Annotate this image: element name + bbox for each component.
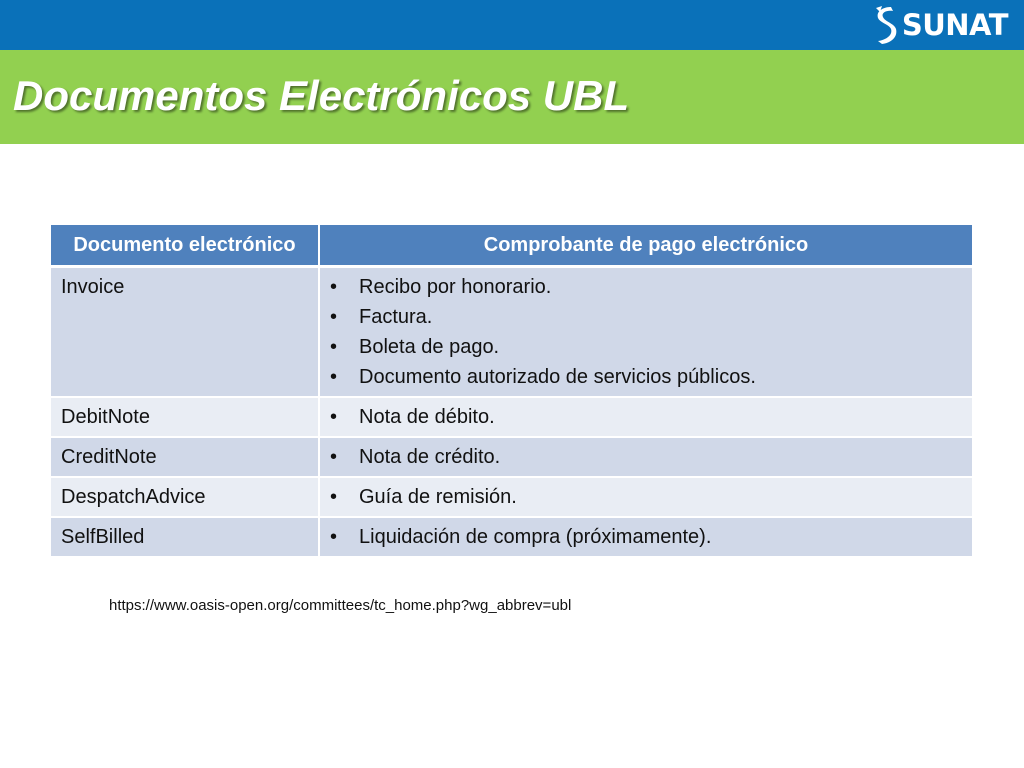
voucher-list — [330, 272, 962, 392]
voucher-cell — [319, 267, 972, 398]
list-item: • Nota de crédito. — [330, 442, 962, 472]
oasis-ubl-link[interactable]: https://www.oasis-open.org/committees/tc_home.php?wg_abbrev=ubl — [109, 597, 572, 614]
table-row — [51, 517, 972, 556]
column-header-voucher: Comprobante de pago electrónico — [319, 225, 972, 267]
sunat-emblem-icon — [872, 4, 898, 46]
table-header-row — [51, 225, 972, 267]
list-item: • Recibo por honorario. — [330, 272, 962, 302]
list-item: • Nota de débito. — [330, 402, 962, 432]
voucher-cell — [319, 437, 972, 477]
list-item: • Boleta de pago. — [330, 332, 962, 362]
page-title: Documentos Electrónicos UBL — [13, 72, 630, 119]
voucher-cell — [319, 477, 972, 517]
top-bar — [0, 0, 1024, 50]
table-row — [51, 267, 972, 398]
logo-text: SUNAT — [901, 8, 1008, 42]
table-row — [51, 397, 972, 437]
document-cell: SelfBilled — [51, 517, 319, 556]
document-cell: DespatchAdvice — [51, 477, 319, 517]
table-row — [51, 477, 972, 517]
list-item: • Factura. — [330, 302, 962, 332]
voucher-cell — [319, 517, 972, 556]
list-item: • Documento autorizado de servicios públicos. — [330, 362, 962, 392]
list-item: • Liquidación de compra (próximamente). — [330, 522, 962, 552]
voucher-list — [330, 442, 962, 472]
document-cell: CreditNote — [51, 437, 319, 477]
ubl-documents-table — [51, 225, 972, 556]
list-item: • Guía de remisión. — [330, 482, 962, 512]
voucher-cell — [319, 397, 972, 437]
column-header-document: Documento electrónico — [51, 225, 319, 267]
sunat-logo — [872, 2, 1008, 48]
voucher-list — [330, 402, 962, 432]
document-cell: DebitNote — [51, 397, 319, 437]
voucher-list — [330, 522, 962, 552]
table-row — [51, 437, 972, 477]
voucher-list — [330, 482, 962, 512]
document-cell: Invoice — [51, 267, 319, 398]
